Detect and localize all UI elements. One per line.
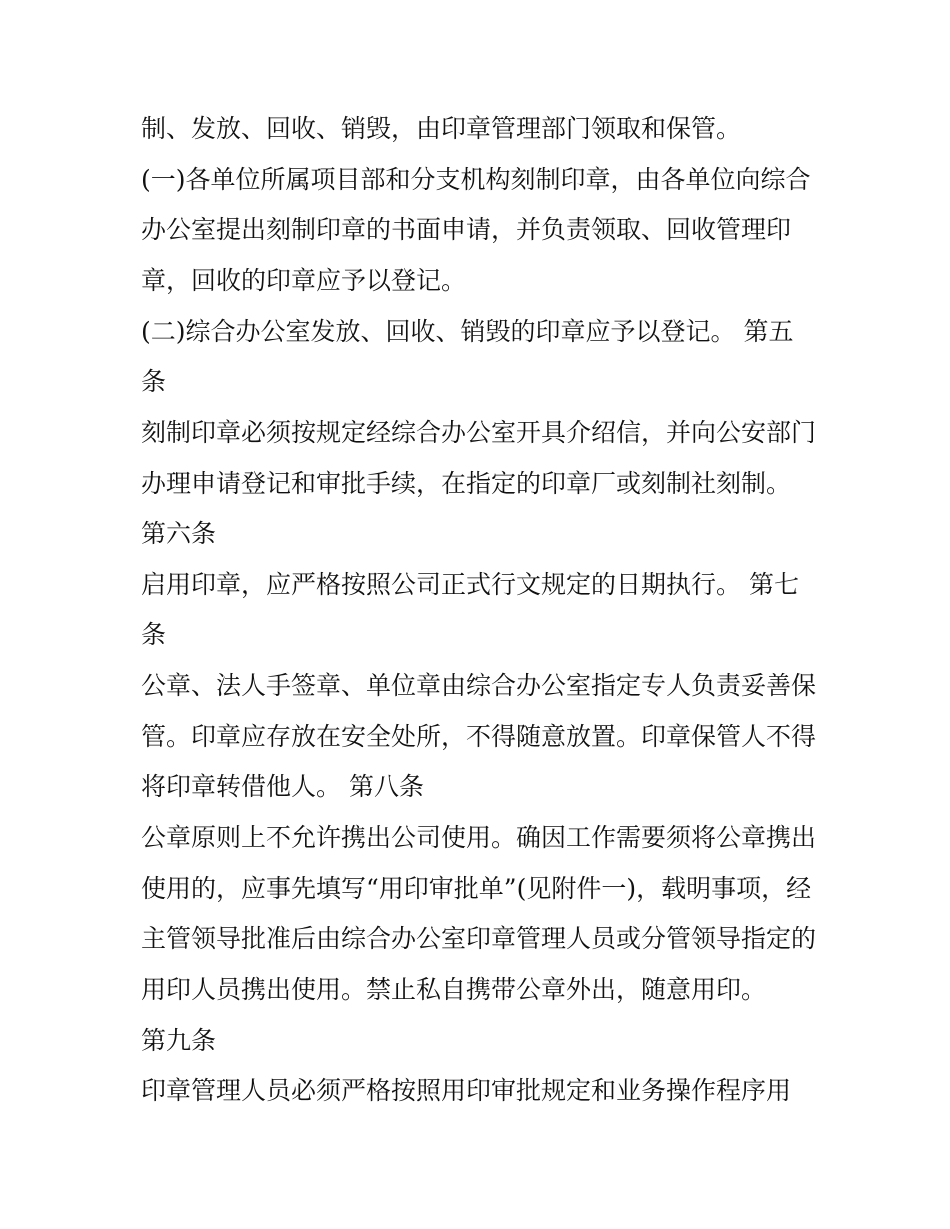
text-line: 主管领导批准后由综合办公室印章管理人员或分管领导指定的 [141,924,817,953]
text-line: 使用的，应事先填写“用印审批单”(见附件一)，载明事项，经 [141,874,812,903]
text-line: 公章、法人手签章、单位章由综合办公室指定专人负责妥善保 [141,671,817,700]
article-heading: 第九条 [141,1026,217,1055]
text-line: 用印人员携出使用。禁止私自携带公章外出，随意用印。 [141,975,767,1004]
text-line: 管。印章应存放在安全处所，不得随意放置。印章保管人不得 [141,722,817,751]
text-line: 公章原则上不允许携出公司使用。确因工作需要须将公章携出 [141,823,817,852]
text-line: (一)各单位所属项目部和分支机构刻制印章，由各单位向综合 [141,165,811,194]
text-line: 办公室提出刻制印章的书面申请，并负责领取、回收管理印 [141,215,792,244]
text-line: 启用印章，应严格按照公司正式行文规定的日期执行。 第七 [141,570,799,599]
text-line: 条 [141,367,167,396]
article-heading: 第六条 [141,519,217,548]
text-line: 印章管理人员必须严格按照用印审批规定和业务操作程序用 [141,1076,792,1105]
text-line: 章，回收的印章应予以登记。 [141,266,467,295]
text-line: 条 [141,620,167,649]
text-line: 办理申请登记和审批手续，在指定的印章厂或刻制社刻制。 [141,469,792,498]
text-line: 制、发放、回收、销毁，由印章管理部门领取和保管。 [141,114,742,143]
text-line: 刻制印章必须按规定经综合办公室开具介绍信，并向公安部门 [141,418,817,447]
text-line: (二)综合办公室发放、回收、销毁的印章应予以登记。 第五 [141,317,794,346]
text-line: 将印章转借他人。 第八条 [141,772,424,801]
